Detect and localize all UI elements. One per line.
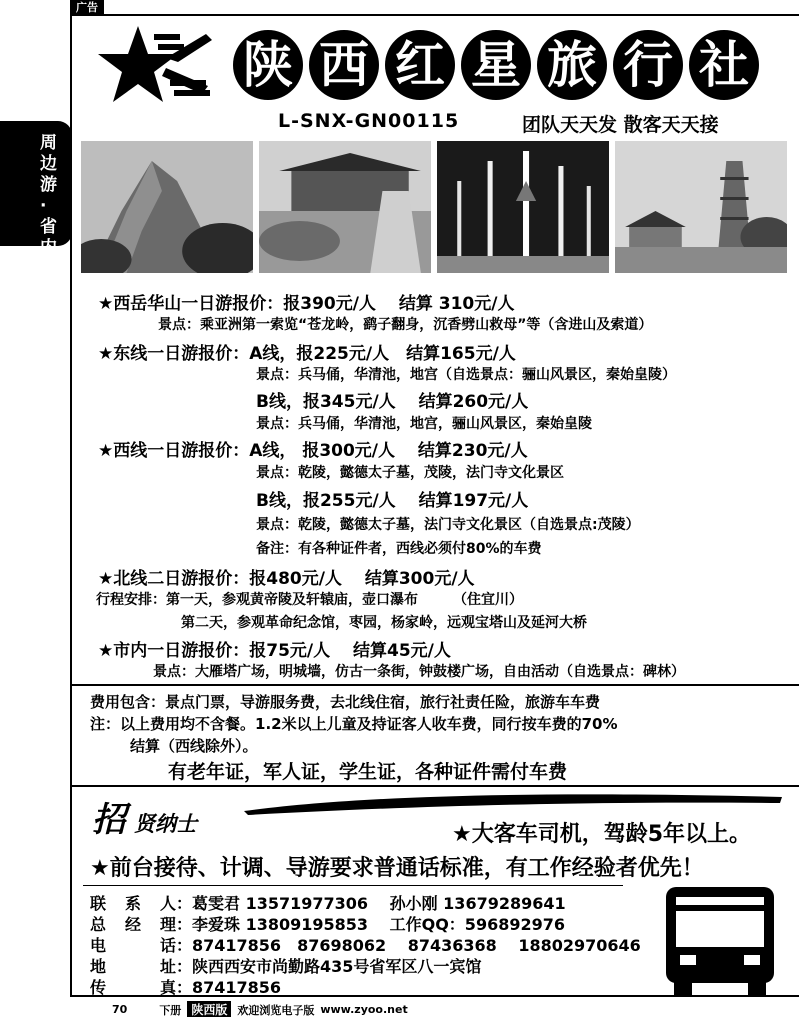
contact-label: 人： xyxy=(159,894,192,913)
temple-garden-photo xyxy=(259,141,431,273)
contact-label: 址： xyxy=(159,957,192,976)
east-spots-b: 景点：兵马俑，华清池，地宫，骊山风景区，秦始皇陵 xyxy=(256,416,592,432)
contact-block xyxy=(90,893,641,998)
huashan-spots: 景点：乘亚洲第一索览“苍龙岭，鹞子翻身，沉香劈山救母”等（含进山及索道） xyxy=(158,317,653,333)
recruit-title xyxy=(92,792,197,841)
recruit-title-main: 招 xyxy=(92,800,126,840)
east-price-b: B线，报345元/人 结算260元/人 xyxy=(256,392,529,412)
contact-value: 87417856 xyxy=(192,978,282,997)
fees-note-cont: 结算（西线除外）。 xyxy=(130,737,258,755)
title-char: 行 xyxy=(613,30,683,100)
section-divider xyxy=(72,684,799,686)
west-spots-a: 景点：乾陵，懿德太子墓，茂陵，法门寺文化景区 xyxy=(256,465,564,481)
west-spots-b: 景点：乾陵，懿德太子墓，法门寺文化景区（自选景点:茂陵） xyxy=(256,517,640,533)
contact-divider xyxy=(83,885,623,886)
huashan-price: ★西岳华山一日游报价：报390元/人 结算 310元/人 xyxy=(98,294,515,314)
east-price-a: ★东线一日游报价：A线，报225元/人 结算165元/人 xyxy=(98,344,516,364)
contact-label: 地 xyxy=(90,957,107,976)
huashan-mountain-photo xyxy=(81,141,253,273)
contact-label: 总 xyxy=(90,915,107,934)
title-char: 旅 xyxy=(537,30,607,100)
city-spots: 景点：大雁塔广场，明城墙，仿古一条街，钟鼓楼广场，自由活动（自选景点：碑林） xyxy=(153,664,685,680)
city-price: ★市内一日游报价：报75元/人 结算45元/人 xyxy=(98,641,451,661)
contact-label: 理： xyxy=(159,915,192,934)
title-char: 陕 xyxy=(233,30,303,100)
north-price: ★北线二日游报价：报480元/人 结算300元/人 xyxy=(98,569,475,589)
license-number: L-SNX-GN00115 xyxy=(278,110,460,132)
contact-label: 系 xyxy=(124,894,141,913)
brush-stroke-decoration xyxy=(244,789,782,817)
volume-label: 下册 xyxy=(159,1003,182,1017)
north-day2: 第二天，参观革命纪念馆，枣园，杨家岭，远观宝塔山及延河大桥 xyxy=(181,615,587,631)
contact-label: 电 xyxy=(90,936,107,955)
recruit-title-rest: 贤纳士 xyxy=(134,811,197,836)
contact-row-phone xyxy=(90,935,641,956)
contact-label: 经 xyxy=(124,915,141,934)
recruit-staff: ★前台接待、计调、导游要求普通话标准，有工作经验者优先！ xyxy=(90,856,704,881)
side-tab-label: 周边游·省内 xyxy=(40,133,57,258)
title-char: 红 xyxy=(385,30,455,100)
slogan: 团队天天发 散客天天接 xyxy=(522,114,719,136)
photo-strip xyxy=(81,141,787,273)
footer-site-link[interactable]: www.zyoo.net xyxy=(320,1003,408,1016)
bus-icon xyxy=(662,887,778,995)
edition-badge: 陕西版 xyxy=(187,1001,231,1017)
title-char: 社 xyxy=(689,30,759,100)
section-divider xyxy=(72,785,799,787)
contact-value: 陕西西安市尚勤路435号省军区八一宾馆 xyxy=(192,957,482,976)
fountain-night-photo xyxy=(437,141,609,273)
contact-label: 联 xyxy=(90,894,107,913)
fees-note: 注：以上费用均不含餐。1.2米以上儿童及持证客人收车费，同行按车费的70% xyxy=(90,715,618,733)
agency-title xyxy=(233,30,759,100)
west-price-a: ★西线一日游报价：A线， 报300元/人 结算230元/人 xyxy=(98,441,528,461)
contact-label: 话： xyxy=(159,936,192,955)
big-wild-goose-pagoda-photo xyxy=(615,141,787,273)
side-tab-category xyxy=(0,121,72,258)
contact-row-fax xyxy=(90,977,641,998)
fees-included: 费用包含：景点门票，导游服务费，去北线住宿，旅行社责任险，旅游车车费 xyxy=(90,693,601,711)
west-price-b: B线，报255元/人 结算197元/人 xyxy=(256,491,529,511)
west-note: 备注：有各种证件者，西线必须付80%的车费 xyxy=(256,541,542,557)
ad-tag: 广告 xyxy=(70,0,104,15)
contact-value: 李爱珠 13809195853 工作QQ：596892976 xyxy=(192,915,566,934)
contact-row-address xyxy=(90,956,641,977)
title-char: 星 xyxy=(461,30,531,100)
contact-value: 87417856 87698062 87436368 18802970646 xyxy=(192,936,641,955)
recruit-driver: ★大客车司机，驾龄5年以上。 xyxy=(452,822,752,847)
contact-row-manager xyxy=(90,914,641,935)
page-footer xyxy=(112,1001,408,1017)
fees-notice: 有老年证，军人证，学生证，各种证件需付车费 xyxy=(168,761,568,783)
north-day1: 行程安排：第一天，参观黄帝陵及轩辕庙，壶口瀑布 （住宜川） xyxy=(96,592,523,608)
contact-row-person xyxy=(90,893,641,914)
contact-label: 真： xyxy=(159,978,192,997)
star-logo-icon xyxy=(96,24,216,106)
title-char: 西 xyxy=(309,30,379,100)
footer-welcome: 欢迎浏览电子版 xyxy=(237,1003,315,1017)
contact-label: 传 xyxy=(90,978,107,997)
page-number: 70 xyxy=(112,1003,128,1016)
contact-value: 葛雯君 13571977306 孙小刚 13679289641 xyxy=(192,894,566,913)
east-spots-a: 景点：兵马俑，华清池，地宫（自选景点：骊山风景区，秦始皇陵） xyxy=(256,367,676,383)
